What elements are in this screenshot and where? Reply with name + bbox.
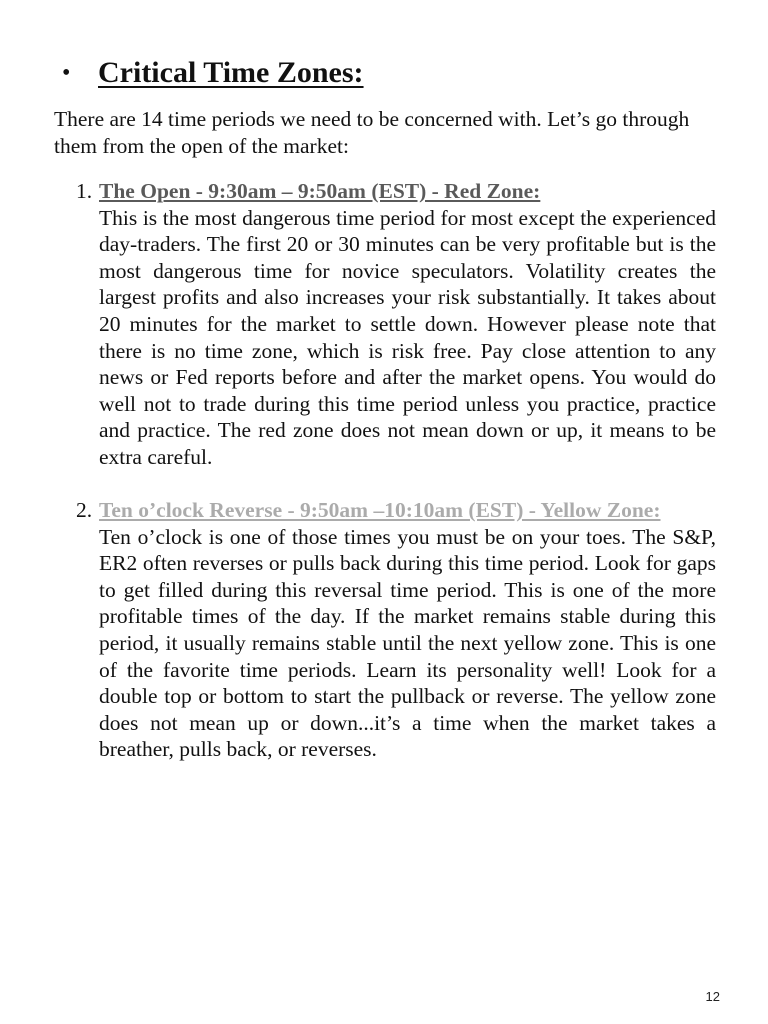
bullet-icon: • xyxy=(62,60,71,86)
list-item-body xyxy=(99,178,716,471)
list-item xyxy=(76,497,716,763)
list-item-body xyxy=(99,497,716,763)
list-item-text: Ten o’clock is one of those times you must be on your toes. The S&P, ER2 often reverses or pulls back during this time period. Look for gaps to get filled during this reversal time period. This is one of the more profitable times of the day. If the market remains stable during this period, it usually remains stable until the next yellow zone. This is one of the favorite time periods. Learn its personality well! Look for a double top or bottom to start the pullback or reverse. The yellow zone does not mean up or down...it’s a time when the market takes a breather, pulls back, or reverses. xyxy=(99,524,716,762)
list-item xyxy=(76,178,716,471)
list-item-title: Ten o’clock Reverse - 9:50am –10:10am (EST) - Yellow Zone: xyxy=(99,498,661,522)
page-number: 12 xyxy=(705,989,720,1004)
list-item-title: The Open - 9:30am – 9:50am (EST) - Red Zone: xyxy=(99,179,541,203)
list-item-text: This is the most dangerous time period for most except the experienced day-traders. The first 20 or 30 minutes can be very profitable but is the most dangerous time for novice speculators. Volatility creates the largest profits and also increases your risk substantially. It takes about 20 minutes for the market to settle down. However please note that there is no time zone, which is risk free. Pay close attention to any news or Fed reports before and after the market opens. You would do well not to trade during this time period unless you practice, practice and practice. The red zone does not mean down or up, it means to be extra careful. xyxy=(99,205,716,469)
section-heading xyxy=(62,56,364,89)
list-item-number: 2. xyxy=(76,498,93,522)
section-title: Critical Time Zones: xyxy=(98,56,364,89)
intro-paragraph: There are 14 time periods we need to be concerned with. Let’s go through them from the open of the market: xyxy=(54,107,690,158)
list-item-number: 1. xyxy=(76,179,93,203)
